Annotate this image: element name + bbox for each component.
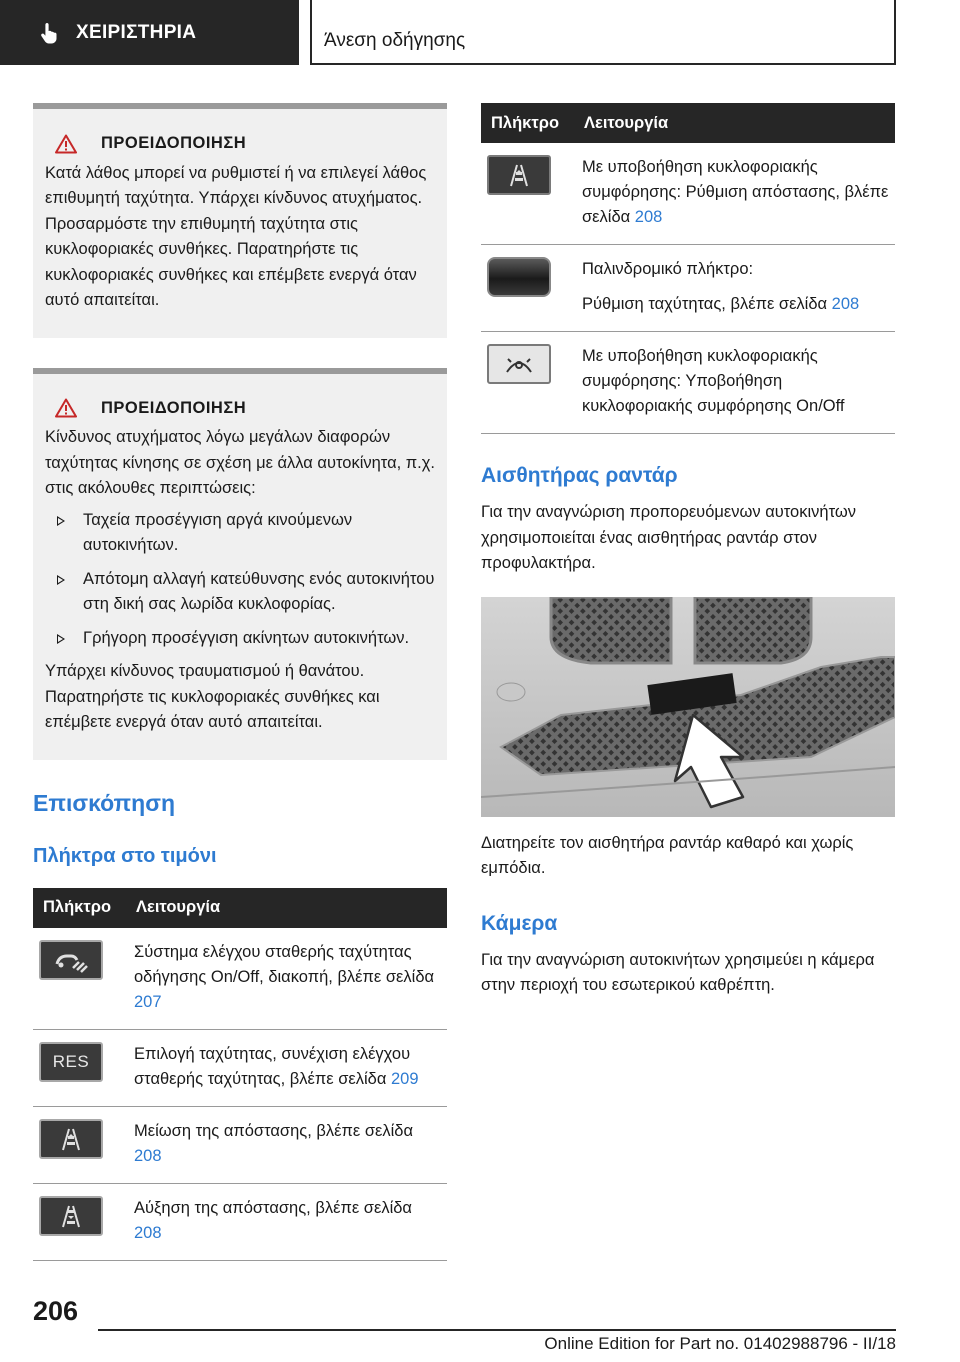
- radar-text: Για την αναγνώριση προπορευόμενων αυτοκινήτων χρησιμοποιείται ένας αισθητήρας ραντάρ στον προφυλακτήρα.: [481, 503, 856, 572]
- warning-title-1: [45, 131, 435, 157]
- table-row: [481, 143, 895, 245]
- page-link[interactable]: 208: [831, 295, 860, 313]
- left-column: [33, 103, 447, 1261]
- list-item: Ταχεία προσέγγιση αργά κινούμενων αυτοκινήτων.: [45, 508, 435, 559]
- page-number: 206: [33, 1296, 79, 1326]
- page-link[interactable]: 208: [134, 1223, 162, 1242]
- table-header-function: Λειτουργία: [126, 888, 447, 928]
- row-text: Με υποβοήθηση κυκλοφοριακής συμφόρησης: Υποβοήθηση κυκλοφοριακής συμφόρησης On/Off: [582, 347, 845, 415]
- steering-keys-heading: Πλήκτρα στο τιμόνι: [33, 844, 217, 867]
- warning-outro-2: Υπάρχει κίνδυνος τραυματισμού ή θανάτου. Παρατηρήστε τις κυκλοφοριακές συνθήκες και επέμβετε ενεργά όταν αυτό απαιτείται.: [45, 662, 380, 731]
- list-item: Απότομη αλλαγή κατεύθυνσης ενός αυτοκινήτου στη δική σας λωρίδα κυκλοφορίας.: [45, 567, 435, 618]
- list-item: Γρήγορη προσέγγιση ακίνητων αυτοκινήτων.: [45, 626, 435, 652]
- cruise-control-icon: [39, 940, 103, 980]
- row-text: Ρύθμιση ταχύτητας, βλέπε σελίδα: [582, 295, 832, 313]
- warning-text-1: Κατά λάθος μπορεί να ρυθμιστεί ή να επιλεγεί λάθος επιθυμητή ταχύτητα. Υπάρχει κίνδυνος ατυχήματος. Προσαρμόστε την επιθυμητή ταχύτητα στις κυκλοφοριακές συνθήκες. Παρατηρήστε τις κυκλοφοριακές συνθήκες και επέμβετε ενεργά όταν αυτό απαιτείται.: [45, 163, 427, 309]
- warning-title-text-1: ΠΡΟΕΙΔΟΠΟΙΗΣΗ: [101, 134, 247, 152]
- table-header-key: Πλήκτρο: [33, 888, 126, 928]
- traffic-jam-assistant-icon: [487, 344, 551, 384]
- warning-triangle-icon: [55, 398, 77, 418]
- warning-title-text-2: ΠΡΟΕΙΔΟΠΟΙΗΣΗ: [101, 398, 247, 417]
- table-header-key: Πλήκτρο: [481, 103, 574, 143]
- warning-intro-2: Κίνδυνος ατυχήματος λόγω μεγάλων διαφορών ταχύτητας κίνησης σε σχέση με άλλα αυτοκίνητα, π.χ. στις ακόλουθες περιπτώσεις:: [45, 428, 435, 497]
- radar-heading: Αισθητήρας ραντάρ: [481, 464, 678, 487]
- radar-sensor-illustration: [481, 597, 895, 817]
- table-row: [33, 928, 447, 1030]
- row-text: Παλινδρομικό πλήκτρο:: [582, 260, 754, 278]
- res-button: [39, 1042, 103, 1082]
- table-row: [481, 332, 895, 434]
- page-link[interactable]: 207: [134, 992, 162, 1011]
- row-text: Με υποβοήθηση κυκλοφοριακής συμφόρησης: Ρύθμιση απόστασης, βλέπε σελίδα: [582, 158, 889, 226]
- page-link[interactable]: 208: [634, 208, 663, 226]
- row-text: Επιλογή ταχύτητας, συνέχιση ελέγχου σταθερής ταχύτητας, βλέπε σελίδα: [134, 1044, 411, 1088]
- traffic-jam-distance-icon: [487, 155, 551, 195]
- overview-heading: Επισκόπηση: [33, 789, 175, 816]
- edition-note: Online Edition for Part no. 01402988796 - II/18: [544, 1334, 896, 1353]
- table-row: [33, 1106, 447, 1183]
- page-link[interactable]: 209: [390, 1069, 419, 1088]
- table-header-function: Λειτουργία: [574, 103, 895, 143]
- footer-divider: [98, 1329, 896, 1331]
- header-section-tab: [0, 0, 299, 65]
- table-row: [33, 1183, 447, 1260]
- res-button-label: RES: [52, 1052, 90, 1071]
- table-row: [33, 1029, 447, 1106]
- warning-triangle-icon: [55, 134, 77, 154]
- steering-keys-table: [33, 888, 447, 1261]
- header-section-title: ΧΕΙΡΙΣΤΗΡΙΑ: [76, 21, 197, 43]
- radar-caption: Διατηρείτε τον αισθητήρα ραντάρ καθαρό και χωρίς εμπόδια.: [481, 833, 854, 877]
- row-text: Αύξηση της απόστασης, βλέπε σελίδα: [134, 1198, 412, 1217]
- header-chapter: Άνεση οδήγησης: [310, 0, 896, 65]
- distance-increase-icon: [39, 1196, 103, 1236]
- hand-pointer-icon: [38, 21, 62, 45]
- row-text: Μείωση της απόστασης, βλέπε σελίδα: [134, 1121, 414, 1140]
- distance-decrease-icon: [39, 1119, 103, 1159]
- camera-heading: Κάμερα: [481, 911, 558, 935]
- warning-box-2: [33, 368, 447, 760]
- rocker-switch-icon: [487, 257, 551, 297]
- steering-keys-table-continued: [481, 103, 895, 434]
- warning-box-1: [33, 103, 447, 338]
- warning-title-2: [45, 396, 435, 422]
- page-link[interactable]: 208: [134, 1146, 162, 1165]
- right-column: [481, 103, 895, 999]
- camera-text: Για την αναγνώριση αυτοκινήτων χρησιμεύει η κάμερα στην περιοχή του εσωτερικού καθρέπτη.: [481, 950, 875, 994]
- row-text: Σύστημα ελέγχου σταθερής ταχύτητας οδήγησης On/Off, διακοπή, βλέπε σελίδα: [134, 942, 435, 986]
- warning-list-2: [45, 508, 435, 652]
- table-row: [481, 245, 895, 332]
